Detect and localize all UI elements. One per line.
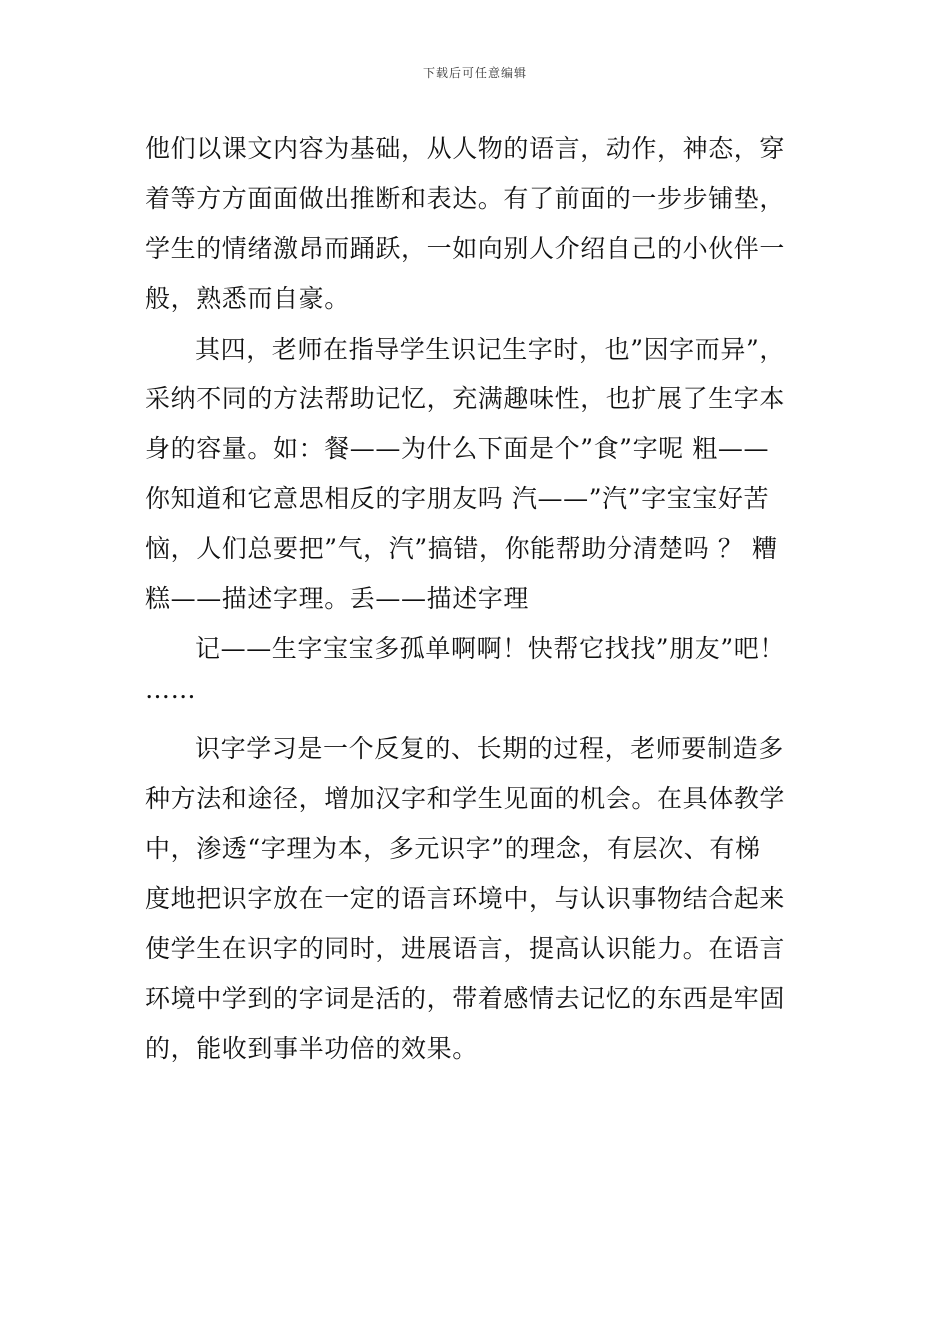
text-line: 记——生字宝宝多孤单啊啊！快帮它找找”朋友”吧！ <box>195 634 785 663</box>
text-line: 学生的情绪激昂而踊跃，一如向别人介绍自己的小伙伴一 <box>145 234 786 263</box>
text-line: 他们以课文内容为基础，从人物的语言，动作，神态，穿 <box>145 134 786 163</box>
text-line: 环境中学到的字词是活的，带着感情去记忆的东西是牢固 <box>145 984 786 1013</box>
text-line: 着等方方面面做出推断和表达。有了前面的一步步铺垫， <box>145 184 786 213</box>
text-line: 使学生在识字的同时，进展语言，提高认识能力。在语言 <box>145 934 786 963</box>
text-line: 般，熟悉而自豪。 <box>145 284 350 313</box>
text-line: 种方法和途径，增加汉字和学生见面的机会。在具体教学 <box>145 784 786 813</box>
text-line: 恼，人们总要把”气，汽”搞错，你能帮助分清楚吗 ？ 糟 <box>145 534 778 563</box>
text-line: 身的容量。如：餐——为什么下面是个”食”字呢 粗—— <box>145 434 770 463</box>
text-line: 识字学习是一个反复的、长期的过程，老师要制造多 <box>195 734 784 763</box>
text-line: 度地把识字放在一定的语言环境中，与认识事物结合起来 <box>145 884 786 913</box>
ellipsis: …… <box>145 675 197 704</box>
text-line: 你知道和它意思相反的字朋友吗 汽——”汽”字宝宝好苦 <box>145 484 770 513</box>
page-header: 下载后可任意编辑 <box>422 66 527 80</box>
text-line: 中，渗透“字理为本，多元识字”的理念，有层次、有梯 <box>145 834 761 863</box>
text-line: 的，能收到事半功倍的效果。 <box>145 1034 478 1063</box>
text-line: 采纳不同的方法帮助记忆，充满趣味性，也扩展了生字本 <box>145 384 786 413</box>
text-line: 糕——描述字理。丢——描述字理 <box>145 584 530 613</box>
text-line: 其四，老师在指导学生识记生字时，也”因字而异”， <box>195 335 785 364</box>
